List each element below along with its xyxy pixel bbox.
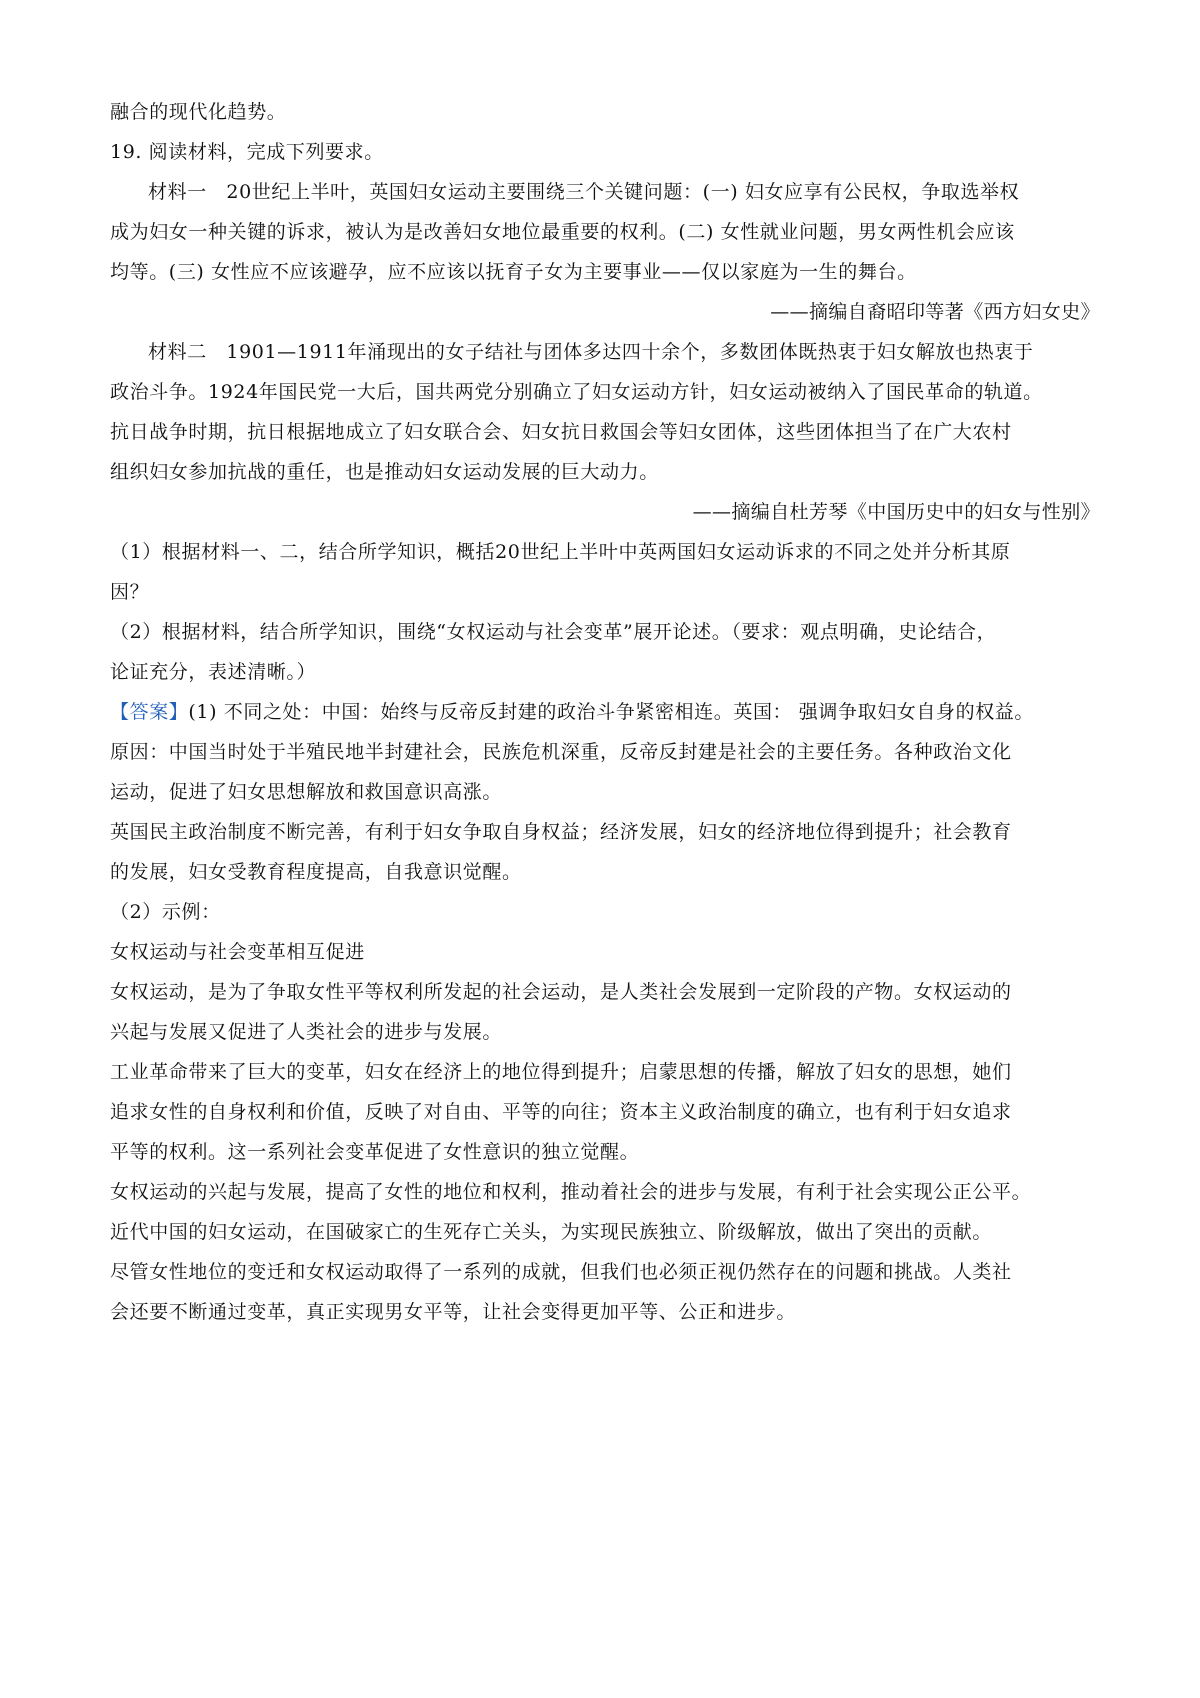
- material-two-line: 组织妇女参加抗战的重任，也是推动妇女运动发展的巨大动力。: [110, 461, 659, 483]
- material-two-line: 抗日战争时期，抗日根据地成立了妇女联合会、妇女抗日救国会等妇女团体，这些团体担当了在广大农村: [110, 421, 1012, 443]
- material-one-line: 材料一 20世纪上半叶，英国妇女运动主要围绕三个关键问题：(一) 妇女应享有公民权，争取选举权: [148, 181, 1020, 203]
- answer-line: 平等的权利。这一系列社会变革促进了女性意识的独立觉醒。: [110, 1141, 640, 1163]
- answer-line: 尽管女性地位的变迁和女权运动取得了一系列的成就，但我们也必须正视仍然存在的问题和挑战。人类社: [110, 1261, 1012, 1283]
- answer-line: [110, 692, 1100, 732]
- material-one-line: 均等。(三) 女性应不应该避孕，应不应该以抚育子女为主要事业——仅以家庭为一生的舞台。: [110, 261, 917, 283]
- sub-question-1: （1）根据材料一、二，结合所学知识，概括20世纪上半叶中英两国妇女运动诉求的不同之处并分析其原: [110, 541, 1011, 563]
- sub-question-2: （2）根据材料，结合所学知识，围绕“女权运动与社会变革”展开论述。（要求：观点明确，史论结合，: [110, 621, 997, 643]
- answer-line: 兴起与发展又促进了人类社会的进步与发展。: [110, 1021, 503, 1043]
- answer-line: 的发展，妇女受教育程度提高，自我意识觉醒。: [110, 861, 522, 883]
- material-one-line: 成为妇女一种关键的诉求，被认为是改善妇女地位最重要的权利。(二) 女性就业问题，男女两性机会应该: [110, 221, 1015, 243]
- document-page: [110, 92, 1100, 1332]
- answer-line: 原因：中国当时处于半殖民地半封建社会，民族危机深重，反帝反封建是社会的主要任务。各种政治文化: [110, 741, 1012, 763]
- answer-line: 女权运动，是为了争取女性平等权利所发起的社会运动，是人类社会发展到一定阶段的产物。女权运动的: [110, 981, 1012, 1003]
- material-one-source: ——摘编自裔昭印等著《西方妇女史》: [770, 301, 1100, 323]
- answer-text: (1) 不同之处：中国：始终与反帝反封建的政治斗争紧密相连。英国： 强调争取妇女自身的权益。: [188, 701, 1035, 723]
- answer-line: 会还要不断通过变革，真正实现男女平等，让社会变得更加平等、公正和进步。: [110, 1301, 797, 1323]
- sub-question-1-cont: 因？: [110, 581, 150, 603]
- answer-tag: 【答案】: [110, 701, 189, 723]
- answer-line: 近代中国的妇女运动，在国破家亡的生死存亡关头，为实现民族独立、阶级解放，做出了突出的贡献。: [110, 1221, 993, 1243]
- answer-line: 女权运动的兴起与发展，提高了女性的地位和权利，推动着社会的进步与发展，有利于社会实现公正公平。: [110, 1181, 1032, 1203]
- answer-line: 工业革命带来了巨大的变革，妇女在经济上的地位得到提升；启蒙思想的传播，解放了妇女的思想，她们: [110, 1061, 1012, 1083]
- answer-line: 追求女性的自身权利和价值，反映了对自由、平等的向往；资本主义政治制度的确立，也有利于妇女追求: [110, 1101, 1012, 1123]
- answer-line: 运动，促进了妇女思想解放和救国意识高涨。: [110, 781, 503, 803]
- material-two-line: 政治斗争。1924年国民党一大后，国共两党分别确立了妇女运动方针，妇女运动被纳入了国民革命的轨道。: [110, 381, 1043, 403]
- text-line: 融合的现代化趋势。: [110, 101, 287, 123]
- answer-line: 英国民主政治制度不断完善，有利于妇女争取自身权益；经济发展，妇女的经济地位得到提升；社会教育: [110, 821, 1012, 843]
- answer-line: 女权运动与社会变革相互促进: [110, 941, 365, 963]
- question-heading: 19. 阅读材料，完成下列要求。: [110, 141, 384, 163]
- sub-question-2-cont: 论证充分，表述清晰。）: [110, 661, 317, 683]
- answer-line: （2）示例：: [110, 901, 221, 923]
- material-two-source: ——摘编自杜芳琴《中国历史中的妇女与性别》: [692, 501, 1100, 523]
- material-two-line: 材料二 1901—1911年涌现出的女子结社与团体多达四十余个，多数团体既热衷于妇女解放也热衷于: [148, 341, 1034, 363]
